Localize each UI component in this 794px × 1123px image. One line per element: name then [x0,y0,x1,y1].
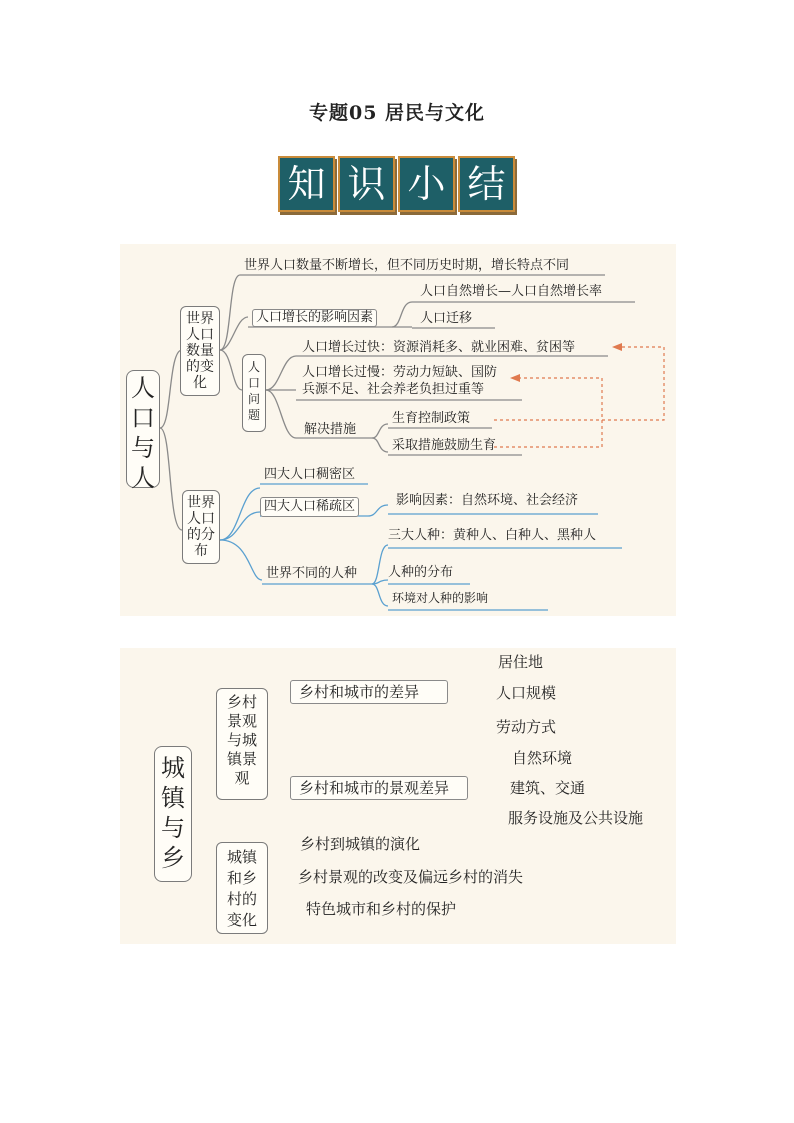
node-birth-control: 生育控制政策 [392,411,471,426]
node-too-fast: 人口增长过快：资源消耗多、就业困难、贫困等 [302,340,576,355]
root-node-population: 人 口 与 人 [126,370,160,488]
branch-population-distribution: 世界 人口 的分 布 [182,490,220,564]
node-sparse-areas: 四大人口稀疏区 [260,497,359,517]
root-node-town-village: 城 镇 与 乡 [154,746,192,882]
node-village-to-town: 乡村到城镇的演化 [300,835,421,853]
node-labor-mode: 劳动方式 [496,718,557,736]
node-distribution-factors: 影响因素：自然环境、社会经济 [396,493,579,508]
node-landscape-change: 乡村景观的改变及偏远乡村的消失 [298,868,524,886]
node-residence: 居住地 [498,653,544,671]
node-population-size: 人口规模 [496,684,557,702]
banner-char-2: 识 [338,156,395,212]
node-rural-urban-diff: 乡村和城市的差异 [290,680,448,704]
node-solutions: 解决措施 [304,422,357,437]
node-public-facilities: 服务设施及公共设施 [508,809,644,827]
banner-char-4: 结 [458,156,515,212]
node-population-problems: 人 口 问 题 [242,354,266,432]
node-landscape-diff: 乡村和城市的景观差异 [290,776,468,800]
branch-population-change: 世界 人口 数量 的变 化 [180,306,220,396]
banner-char-3: 小 [398,156,455,212]
node-race-distribution: 人种的分布 [388,565,454,580]
node-too-slow-1: 人口增长过慢：劳动力短缺、国防 [302,365,498,380]
node-dense-areas: 四大人口稠密区 [264,467,356,482]
node-growth-trend: 世界人口数量不断增长，但不同历史时期，增长特点不同 [244,258,570,273]
node-migration: 人口迁移 [420,311,473,326]
node-encourage-birth: 采取措施鼓励生育 [392,438,497,453]
branch-landscape: 乡村 景观 与城 镇景 观 [216,688,268,800]
banner-char-1: 知 [278,156,335,212]
node-protection: 特色城市和乡村的保护 [306,900,457,918]
node-race-environment: 环境对人种的影响 [392,591,489,605]
node-three-races: 三大人种：黄种人、白种人、黑种人 [388,528,597,543]
node-human-races: 世界不同的人种 [266,566,358,581]
node-growth-factors: 人口增长的影响因素 [252,309,377,327]
node-natural-growth: 人口自然增长—人口自然增长率 [420,284,603,299]
node-natural-env: 自然环境 [512,749,573,767]
node-too-slow-2: 兵源不足、社会养老负担过重等 [302,382,485,397]
node-buildings-transport: 建筑、交通 [510,779,586,797]
page-title: 专题05 居民与文化 [308,102,486,124]
branch-changes: 城镇 和乡 村的 变化 [216,842,268,934]
